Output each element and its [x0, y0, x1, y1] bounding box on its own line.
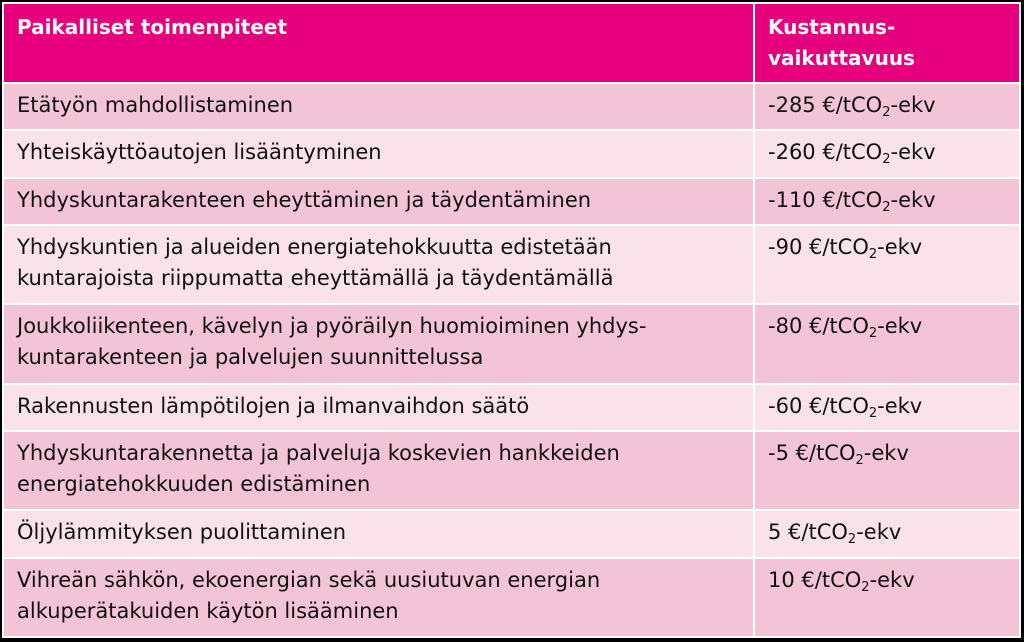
cost-value: -260 — [768, 140, 816, 165]
cost-unit-suffix: -ekv — [877, 393, 923, 418]
cost-unit-subscript: 2 — [882, 105, 891, 120]
cost-cell — [754, 225, 1020, 304]
measure-text-line2: alkuperätakuiden käytön lisääminen — [17, 598, 399, 623]
measure-cell — [3, 83, 754, 130]
cost-unit-prefix: €/tCO — [815, 187, 883, 212]
measure-text-line1: Vihreän sähkön, ekoenergian sekä uusiutuvan energian — [17, 567, 601, 592]
header-cost-effectiveness — [754, 3, 1020, 83]
cost-unit-subscript: 2 — [868, 247, 878, 263]
cost-value: 10 — [768, 567, 795, 592]
cost-unit-subscript: 2 — [868, 405, 878, 421]
table-row — [3, 130, 1020, 177]
measure-cell — [3, 130, 754, 177]
table-row — [3, 431, 1020, 510]
cost-unit-prefix: €/tCO — [802, 235, 869, 260]
table-row — [3, 225, 1020, 304]
table-row — [3, 510, 1020, 557]
cost-cell — [754, 558, 1020, 637]
table-row — [3, 304, 1020, 383]
cost-unit-subscript: 2 — [882, 152, 891, 168]
cost-unit-subscript: 2 — [847, 532, 857, 548]
cost-unit-suffix: -ekv — [890, 187, 936, 212]
header-measures — [3, 3, 754, 83]
cost-cell — [754, 83, 1020, 130]
cost-value: -60 — [768, 393, 803, 418]
measure-text-line1: Yhdyskuntarakennetta ja palveluja koskevien hankkeiden — [17, 441, 620, 465]
cost-cell — [754, 130, 1020, 177]
cost-unit-subscript: 2 — [882, 199, 891, 215]
cost-unit-suffix: -ekv — [856, 520, 902, 545]
cost-value: -110 — [768, 187, 816, 212]
cost-unit-prefix: €/tCO — [794, 567, 862, 592]
measure-cell — [3, 225, 754, 304]
measure-text-line1: Joukkoliikenteen, kävelyn ja pyöräilyn huomioiminen yhdys- — [17, 314, 647, 339]
measure-cell — [3, 304, 754, 383]
table-row — [3, 178, 1020, 225]
cost-value: -5 — [768, 441, 789, 465]
cost-unit-suffix: -ekv — [877, 314, 923, 339]
cost-value: 5 — [768, 520, 782, 545]
table-header-row — [3, 3, 1020, 83]
cost-unit-prefix: €/tCO — [781, 520, 848, 545]
cost-unit-suffix: -ekv — [863, 441, 909, 465]
cost-unit-suffix: -ekv — [869, 567, 915, 592]
measure-text: Öljylämmityksen puolittaminen — [17, 520, 347, 545]
measure-text-line2: kuntarakenteen ja palvelujen suunnittelussa — [17, 345, 484, 370]
cost-unit-prefix: €/tCO — [815, 93, 883, 117]
measure-text: Rakennusten lämpötilojen ja ilmanvaihdon säätö — [17, 393, 530, 418]
cost-cell — [754, 304, 1020, 383]
cost-unit-suffix: -ekv — [890, 93, 936, 117]
measure-cell — [3, 178, 754, 225]
cost-value: -80 — [768, 314, 803, 339]
cost-unit-prefix: €/tCO — [802, 393, 869, 418]
measure-cell — [3, 510, 754, 557]
cost-unit-subscript: 2 — [868, 326, 878, 342]
header-cost-label-line1: Kustannus- — [768, 15, 896, 39]
cost-value: -90 — [768, 235, 803, 260]
measure-text: Etätyön mahdollistaminen — [17, 93, 294, 117]
cost-value: -285 — [768, 93, 816, 117]
cost-unit-suffix: -ekv — [877, 235, 923, 260]
measure-text-line2: energiatehokkuuden edistäminen — [17, 472, 371, 496]
cost-cell — [754, 510, 1020, 557]
measure-text-line1: Yhdyskuntien ja alueiden energiatehokkuutta edistetään — [17, 235, 612, 260]
measure-text: Yhteiskäyttöautojen lisääntyminen — [17, 140, 382, 165]
cost-unit-subscript: 2 — [861, 579, 870, 595]
measure-cell — [3, 431, 754, 510]
cost-cell — [754, 178, 1020, 225]
table-row — [3, 83, 1020, 130]
measure-text-line2: kuntarajoista riippumatta eheyttämällä ja täydentämällä — [17, 266, 614, 291]
cost-unit-prefix: €/tCO — [788, 441, 856, 465]
cost-cell — [754, 431, 1020, 510]
cost-unit-prefix: €/tCO — [802, 314, 869, 339]
cost-unit-subscript: 2 — [855, 453, 864, 468]
table-row — [3, 384, 1020, 431]
cost-effectiveness-table — [2, 2, 1021, 638]
cost-unit-prefix: €/tCO — [815, 140, 883, 165]
measure-cell — [3, 558, 754, 637]
cost-cell — [754, 384, 1020, 431]
table-row — [3, 558, 1020, 637]
measure-text: Yhdyskuntarakenteen eheyttäminen ja täydentäminen — [17, 187, 592, 212]
measure-cell — [3, 384, 754, 431]
cost-unit-suffix: -ekv — [890, 140, 936, 165]
header-measures-label: Paikalliset toimenpiteet — [17, 15, 288, 39]
header-cost-label-line2: vaikuttavuus — [768, 46, 915, 70]
